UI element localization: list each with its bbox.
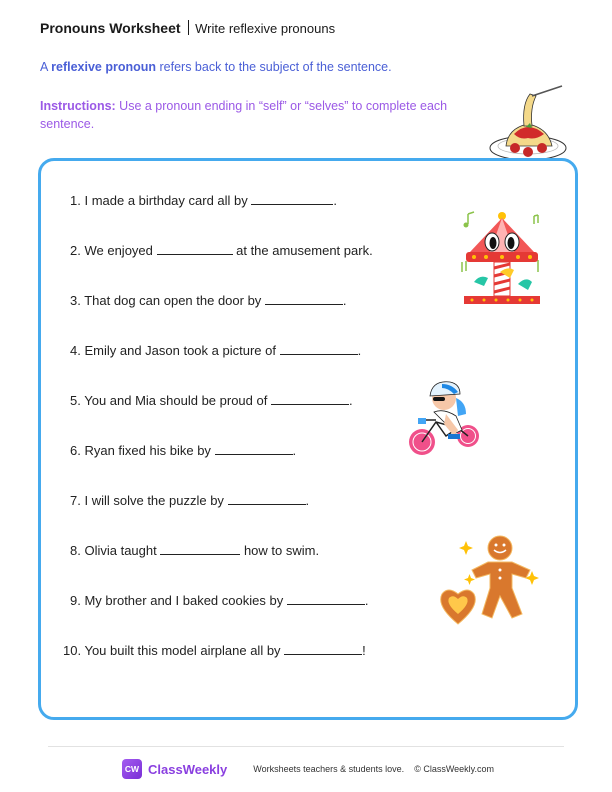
title-divider bbox=[188, 20, 190, 35]
question-text-after: . bbox=[333, 193, 338, 208]
answer-blank[interactable] bbox=[271, 393, 349, 405]
question-item bbox=[70, 193, 337, 208]
answer-blank[interactable] bbox=[215, 443, 293, 455]
question-number: 1. bbox=[70, 193, 81, 208]
definition-text bbox=[40, 60, 392, 74]
answer-blank[interactable] bbox=[284, 643, 362, 655]
carousel-illustration bbox=[456, 208, 546, 308]
question-text-before: Ryan fixed his bike by bbox=[84, 443, 215, 458]
worksheet-subtitle: Write reflexive pronouns bbox=[195, 21, 336, 36]
question-text-after: at the amusement park. bbox=[232, 243, 373, 258]
answer-blank[interactable] bbox=[287, 593, 365, 605]
question-text-before: That dog can open the door by bbox=[84, 293, 265, 308]
question-item bbox=[70, 493, 309, 508]
brand-name: ClassWeekly bbox=[148, 761, 228, 777]
instructions-body: Use a pronoun ending in “self” or “selves” to complete each sentence. bbox=[40, 99, 448, 131]
question-number: 9. bbox=[70, 593, 81, 608]
question-item bbox=[70, 243, 373, 258]
question-text-before: I made a birthday card all by bbox=[84, 193, 252, 208]
answer-blank[interactable] bbox=[251, 193, 333, 205]
instructions-label: Instructions: bbox=[40, 99, 116, 113]
classweekly-logo-icon: CW bbox=[122, 759, 142, 779]
question-text-before: We enjoyed bbox=[84, 243, 157, 258]
question-text-after: . bbox=[292, 443, 297, 458]
question-number: 3. bbox=[70, 293, 81, 308]
question-item bbox=[70, 543, 319, 558]
question-text-before: Emily and Jason took a picture of bbox=[84, 343, 280, 358]
answer-blank[interactable] bbox=[280, 343, 358, 355]
question-item bbox=[70, 593, 368, 608]
question-number: 2. bbox=[70, 243, 81, 258]
footer-tagline: Worksheets teachers & students love. bbox=[253, 764, 405, 774]
footer-divider bbox=[48, 746, 564, 747]
gingerbread-illustration bbox=[438, 532, 540, 626]
answer-blank[interactable] bbox=[160, 543, 240, 555]
definition-suffix: refers back to the subject of the sentence. bbox=[156, 60, 392, 74]
question-text-before: You built this model airplane all by bbox=[84, 643, 285, 658]
worksheet-title: Pronouns Worksheet bbox=[40, 20, 181, 36]
question-text-after: . bbox=[364, 593, 369, 608]
answer-blank[interactable] bbox=[228, 493, 306, 505]
question-item bbox=[70, 443, 296, 458]
question-text-before: Olivia taught bbox=[84, 543, 161, 558]
question-number: 6. bbox=[70, 443, 81, 458]
question-item bbox=[70, 293, 347, 308]
question-text-before: I will solve the puzzle by bbox=[84, 493, 228, 508]
worksheet-header bbox=[40, 20, 335, 36]
question-text-before: You and Mia should be proud of bbox=[84, 393, 271, 408]
question-number: 5. bbox=[70, 393, 81, 408]
answer-blank[interactable] bbox=[265, 293, 343, 305]
question-text-after: how to swim. bbox=[240, 543, 320, 558]
question-text-before: My brother and I baked cookies by bbox=[84, 593, 287, 608]
question-text-after: ! bbox=[362, 643, 366, 658]
question-number: 7. bbox=[70, 493, 81, 508]
question-number: 4. bbox=[70, 343, 81, 358]
answer-blank[interactable] bbox=[157, 243, 233, 255]
footer bbox=[122, 758, 494, 780]
question-item bbox=[63, 643, 366, 658]
instructions-text bbox=[40, 97, 460, 133]
question-item bbox=[70, 393, 353, 408]
definition-term: reflexive pronoun bbox=[51, 60, 157, 74]
cyclist-illustration bbox=[406, 376, 482, 462]
spaghetti-illustration bbox=[486, 84, 572, 164]
question-text-after: . bbox=[357, 343, 362, 358]
footer-copyright: © ClassWeekly.com bbox=[414, 764, 495, 774]
question-text-after: . bbox=[305, 493, 310, 508]
question-number: 10. bbox=[63, 643, 82, 658]
definition-prefix: A bbox=[40, 60, 52, 74]
question-item bbox=[70, 343, 361, 358]
question-number: 8. bbox=[70, 543, 81, 558]
question-text-after: . bbox=[348, 393, 353, 408]
question-text-after: . bbox=[342, 293, 347, 308]
